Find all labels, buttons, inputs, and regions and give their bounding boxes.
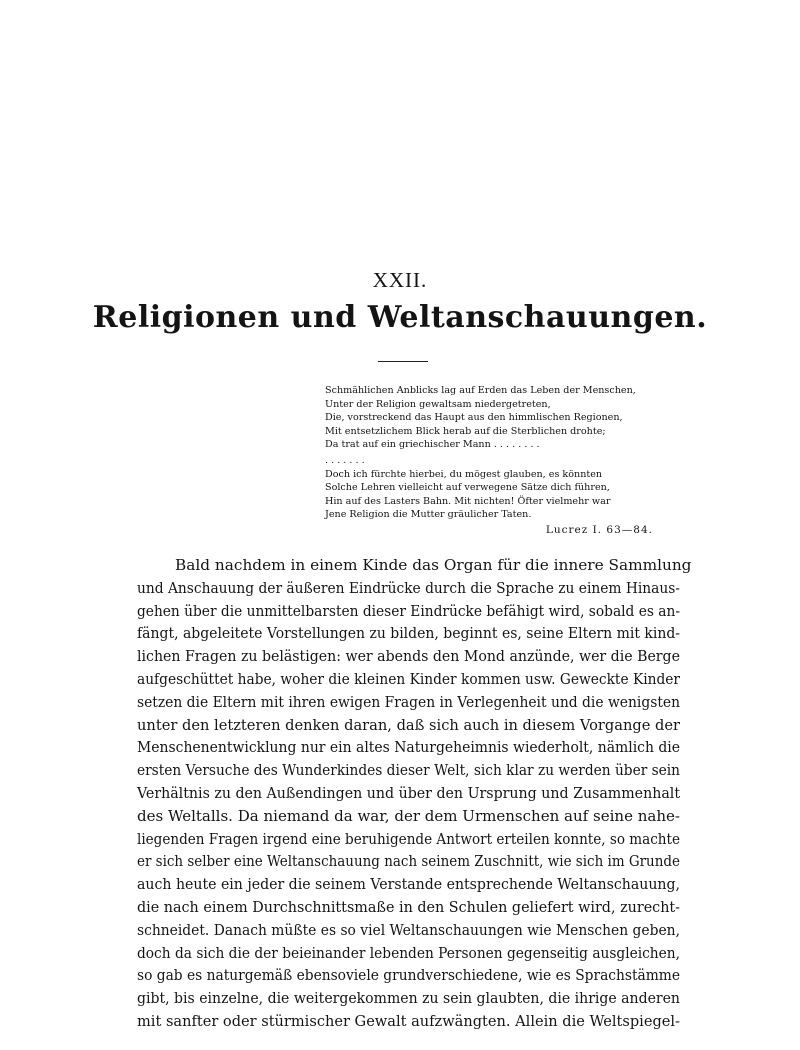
body-line: Bald nachdem in einem Kinde das Organ für die innere Sammlung	[175, 556, 692, 574]
body-line: gehen über die unmittelbarsten dieser Eindrücke befähigt wird, sobald es an-	[137, 601, 680, 620]
epigraph-line: Unter der Religion gewaltsam niedergetreten,	[325, 398, 551, 410]
epigraph-line: Solche Lehren vielleicht auf verwegene Sätze dich führen,	[325, 482, 610, 494]
body-line: Verhältnis zu den Außendingen und über den Ursprung und Zusammenhalt	[137, 783, 681, 802]
epigraph-line: Doch ich fürchte hierbei, du mögest glauben, es könnten	[325, 468, 603, 480]
body-line: Menschenentwicklung nur ein altes Naturgeheimnis wiederholt, nämlich die	[137, 738, 681, 757]
body-line: lichen Fragen zu belästigen: wer abends den Mond anzünde, wer die Berge	[137, 647, 680, 666]
body-line: schneidet. Danach müßte es so viel Weltanschauungen wie Menschen geben,	[137, 920, 680, 939]
chapter-title: Religionen und Weltanschauungen.	[92, 300, 708, 335]
epigraph-line: Mit entsetzlichem Blick herab auf die Sterblichen drohte;	[325, 425, 606, 437]
epigraph-source: Lucrez I. 63—84.	[545, 523, 653, 536]
title-divider	[378, 361, 428, 362]
body-line: doch da sich die der beieinander lebenden Personen gegenseitig ausgleichen,	[137, 943, 681, 962]
epigraph-line: Da trat auf ein griechischer Mann . . . . . . . .	[325, 439, 540, 451]
body-paragraph	[137, 554, 692, 1033]
body-line: gibt, bis einzelne, die weitergekommen zu sein glaubten, die ihrige anderen	[137, 989, 680, 1008]
body-line: liegenden Fragen irgend eine beruhigende Antwort erteilen konnte, so machte	[137, 829, 680, 848]
epigraph	[325, 384, 665, 538]
body-line: so gab es naturgemäß ebensoviele grundverschiedene, wie es Sprachstämme	[137, 966, 681, 985]
body-line: mit sanfter oder stürmischer Gewalt aufzwängten. Allein die Weltspiegel-	[137, 1011, 680, 1030]
epigraph-line: Jene Religion die Mutter gräulicher Taten.	[325, 509, 532, 521]
chapter-number: XXII.	[372, 268, 428, 292]
body-line: fängt, abgeleitete Vorstellungen zu bilden, beginnt es, seine Eltern mit kind-	[137, 624, 681, 643]
body-line: setzen die Eltern mit ihren ewigen Fragen in Verlegenheit und die wenigsten	[137, 692, 681, 711]
body-line: ersten Versuche des Wunderkindes dieser Welt, sich klar zu werden über sein	[137, 761, 681, 780]
epigraph-line: Die, vorstreckend das Haupt aus den himmlischen Regionen,	[325, 412, 623, 424]
body-line: des Weltalls. Da niemand da war, der dem Urmenschen auf seine nahe-	[137, 806, 680, 825]
epigraph-line: Hin auf des Lasters Bahn. Mit nichten! Öfter vielmehr war	[325, 495, 611, 507]
epigraph-line: Schmählichen Anblicks lag auf Erden das Leben der Menschen,	[325, 385, 636, 396]
body-line: er sich selber eine Weltanschauung nach seinem Zuschnitt, wie sich im Grunde	[137, 852, 680, 871]
epigraph-ellipsis: . . . . . . .	[325, 454, 365, 466]
body-line: die nach einem Durchschnittsmaße in den Schulen geliefert wird, zurecht-	[137, 897, 681, 916]
body-line: auch heute ein jeder die seinem Verstande entsprechende Weltanschauung,	[137, 875, 680, 894]
body-line: und Anschauung der äußeren Eindrücke durch die Sprache zu einem Hinaus-	[137, 578, 680, 597]
body-line: aufgeschüttet habe, woher die kleinen Kinder kommen usw. Geweckte Kinder	[137, 669, 681, 688]
body-line: unter den letzteren denken daran, daß sich auch in diesem Vorgange der	[137, 715, 680, 734]
